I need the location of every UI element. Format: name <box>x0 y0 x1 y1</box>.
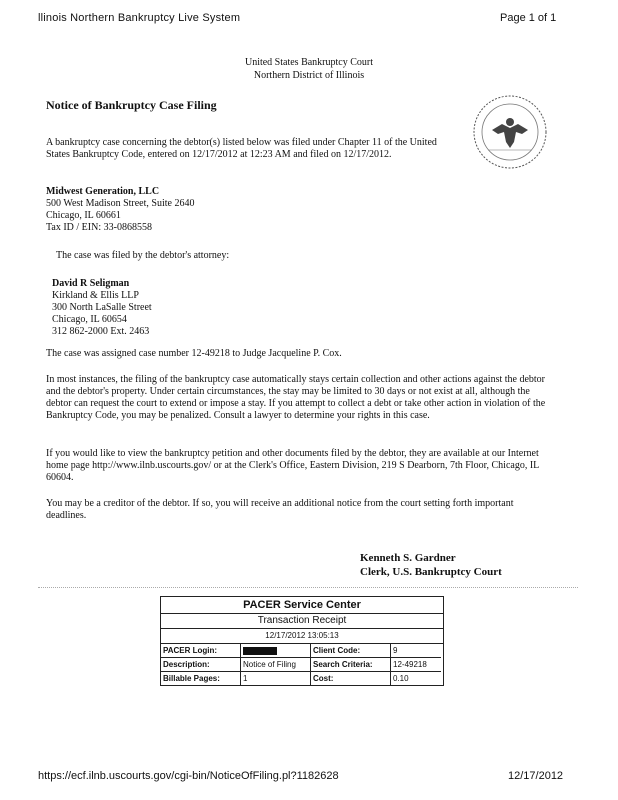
system-title: llinois Northern Bankruptcy Live System <box>38 12 241 24</box>
pacer-receipt <box>160 596 444 686</box>
description-value: Notice of Filing <box>241 658 311 672</box>
client-code-value: 9 <box>391 644 441 658</box>
footer-date: 12/17/2012 <box>508 770 564 782</box>
stay-paragraph: In most instances, the filing of the bankruptcy case automatically stays certain collection and other actions against the debtor and the debtor's property. Under certain circumstances, the stay may be limited to 30 days or not exist at all, although the debtor can request the court to extend or impose a stay. If you attempt to collect a debt or take other action in violation of the Bankruptcy Code, you may be penalized. Consult a lawyer to determine your rights in this case. <box>46 374 546 421</box>
debtor-tax-id: Tax ID / EIN: 33-0868558 <box>46 222 152 233</box>
cost-label: Cost: <box>311 672 391 685</box>
billable-pages-label: Billable Pages: <box>161 672 241 685</box>
signature-block <box>360 551 502 579</box>
pacer-subtitle: Transaction Receipt <box>161 614 443 629</box>
debtor-address-line2: Chicago, IL 60661 <box>46 210 121 221</box>
notice-title: Notice of Bankruptcy Case Filing <box>46 98 217 112</box>
attorney-name: David R Seligman <box>52 278 130 289</box>
intro-paragraph: A bankruptcy case concerning the debtor(s) listed below was filed under Chapter 11 of the United States Bankruptcy Code, entered on 12/17/2012 at 12:23 AM and filed on 12/17/2012. <box>46 137 437 160</box>
pacer-title: PACER Service Center <box>161 597 443 614</box>
search-criteria-label: Search Criteria: <box>311 658 391 672</box>
pacer-login-value <box>241 644 311 658</box>
clerk-name: Kenneth S. Gardner <box>360 552 456 564</box>
redaction-block <box>243 647 277 655</box>
clerk-title: Clerk, U.S. Bankruptcy Court <box>360 566 502 578</box>
page-label: Page 1 of 1 <box>500 12 557 24</box>
creditor-paragraph: You may be a creditor of the debtor. If so, you will receive an additional notice from the court setting forth important deadlines. <box>46 498 514 521</box>
pacer-timestamp: 12/17/2012 13:05:13 <box>161 629 443 644</box>
attorney-intro: The case was filed by the debtor's attorney: <box>56 250 230 261</box>
pacer-login-label: PACER Login: <box>161 644 241 658</box>
attorney-block <box>52 278 152 338</box>
billable-pages-value: 1 <box>241 672 311 685</box>
cost-value: 0.10 <box>393 674 409 683</box>
debtor-name: Midwest Generation, LLC <box>46 186 160 197</box>
view-documents-paragraph: If you would like to view the bankruptcy petition and other documents filed by the debtor, they are available at our Internet home page http://www.ilnb.uscourts.gov/ or at the Clerk's Office, Eastern Division, 219 S Dearborn, 7th Floor, Chicago, IL 60604. <box>46 448 539 483</box>
court-district: Northern District of Illinois <box>253 70 365 81</box>
debtor-address-line1: 500 West Madison Street, Suite 2640 <box>46 198 195 209</box>
attorney-city: Chicago, IL 60654 <box>52 314 127 325</box>
attorney-street: 300 North LaSalle Street <box>52 302 152 313</box>
client-code-label: Client Code: <box>311 644 391 658</box>
court-name: United States Bankruptcy Court <box>244 57 374 68</box>
search-criteria-value: 12-49218 <box>391 658 441 672</box>
footer-url[interactable]: https://ecf.ilnb.uscourts.gov/cgi-bin/NoticeOfFiling.pl?1182628 <box>38 770 339 782</box>
case-assignment: The case was assigned case number 12-49218 to Judge Jacqueline P. Cox. <box>46 348 342 359</box>
court-heading <box>0 56 618 82</box>
court-seal-icon <box>470 92 550 172</box>
attorney-phone: 312 862-2000 Ext. 2463 <box>52 326 150 337</box>
pacer-grid <box>161 644 443 685</box>
description-label: Description: <box>161 658 241 672</box>
debtor-block <box>46 186 194 234</box>
attorney-firm: Kirkland & Ellis LLP <box>52 290 139 301</box>
divider <box>38 587 578 588</box>
